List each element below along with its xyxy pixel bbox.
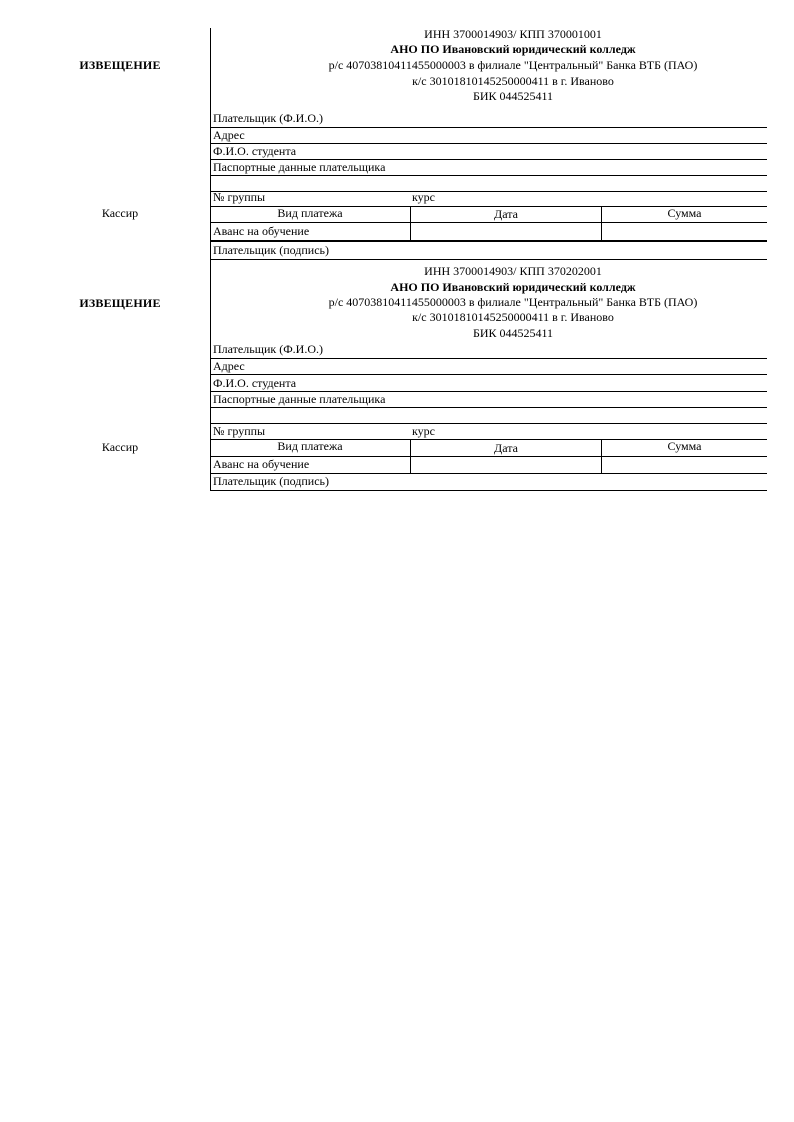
address-field[interactable] — [210, 128, 767, 144]
correspondent-account: к/с 30101810145250000411 в г. Иваново — [412, 310, 614, 324]
blank-line[interactable] — [210, 408, 767, 424]
settlement-account: р/с 40703810411455000003 в филиале "Центральный" Банка ВТБ (ПАО) — [328, 295, 698, 309]
cashier-label: Кассир — [101, 206, 139, 220]
student-name-label: Ф.И.О. студента — [213, 144, 297, 158]
settlement-account: р/с 40703810411455000003 в филиале "Центральный" Банка ВТБ (ПАО) — [328, 58, 698, 72]
signature-label: Плательщик (подпись) — [213, 243, 330, 257]
date-input[interactable] — [410, 457, 601, 473]
signature-field[interactable] — [210, 474, 767, 491]
correspondent-account: к/с 30101810145250000411 в г. Иваново — [412, 74, 614, 88]
course-label: курс — [412, 190, 435, 204]
signature-label: Плательщик (подпись) — [213, 474, 330, 488]
passport-label: Паспортные данные плательщика — [213, 392, 386, 406]
inn-kpp: ИНН 3700014903/ КПП 370202001 — [424, 264, 602, 278]
date-input[interactable] — [410, 223, 601, 240]
slip-title: ИЗВЕЩЕНИЕ — [79, 296, 161, 310]
group-label: № группы — [213, 424, 266, 438]
passport-label: Паспортные данные плательщика — [213, 160, 386, 174]
address-label: Адрес — [213, 128, 245, 142]
payer-name-field[interactable] — [210, 342, 767, 359]
slip-title: ИЗВЕЩЕНИЕ — [79, 58, 161, 72]
passport-field[interactable] — [210, 392, 767, 408]
student-name-field[interactable] — [210, 144, 767, 160]
group-course-field[interactable] — [210, 192, 767, 207]
header-payment-type: Вид платежа — [277, 439, 343, 453]
payment-table-header — [210, 207, 767, 223]
passport-field[interactable] — [210, 160, 767, 176]
payer-name-label: Плательщик (Ф.И.О.) — [213, 111, 323, 125]
payment-table-row — [210, 223, 767, 242]
payment-table-header — [210, 440, 767, 457]
student-name-field[interactable] — [210, 375, 767, 392]
group-course-field[interactable] — [210, 424, 767, 440]
payment-type-value: Аванс на обучение — [213, 457, 310, 471]
header-date: Дата — [410, 207, 601, 223]
cashier-label: Кассир — [101, 440, 139, 454]
amount-input[interactable] — [601, 223, 767, 240]
header-amount: Сумма — [601, 206, 767, 222]
header-date: Дата — [410, 440, 601, 457]
address-field[interactable] — [210, 359, 767, 375]
blank-line[interactable] — [210, 176, 767, 192]
payer-name-label: Плательщик (Ф.И.О.) — [213, 342, 323, 356]
bik: БИК 044525411 — [472, 326, 554, 340]
organization-name: АНО ПО Ивановский юридический колледж — [390, 280, 636, 294]
signature-field[interactable] — [210, 242, 767, 260]
inn-kpp: ИНН 3700014903/ КПП 370001001 — [424, 27, 602, 41]
address-label: Адрес — [213, 359, 245, 373]
group-label: № группы — [213, 190, 266, 204]
student-name-label: Ф.И.О. студента — [213, 376, 297, 390]
amount-input[interactable] — [601, 457, 767, 473]
organization-name: АНО ПО Ивановский юридический колледж — [390, 42, 636, 56]
course-label: курс — [412, 424, 435, 438]
header-payment-type: Вид платежа — [277, 206, 343, 220]
header-amount: Сумма — [601, 439, 767, 456]
bik: БИК 044525411 — [472, 89, 554, 103]
payment-type-value: Аванс на обучение — [213, 224, 310, 238]
payment-table-row — [210, 457, 767, 474]
payer-name-field[interactable] — [210, 111, 767, 128]
